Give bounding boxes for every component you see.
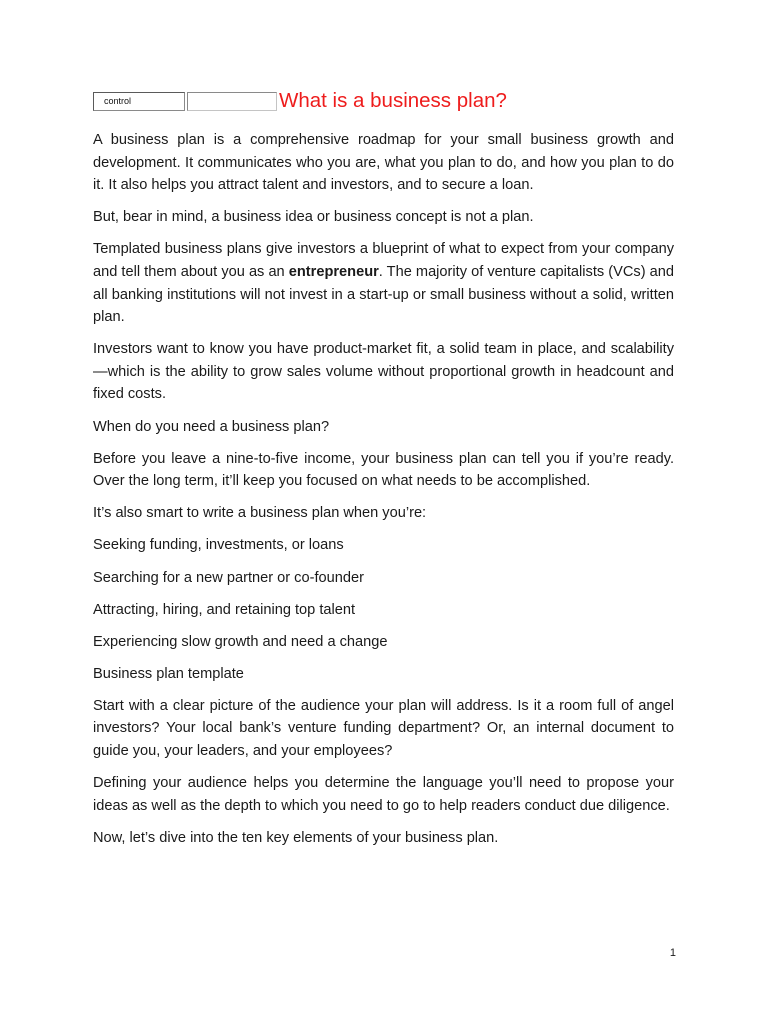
paragraph-text-before: Templated business plans give investors a blueprint of what to expect from your company and tell them about you as an — [93, 241, 674, 280]
section-heading-template: Business plan template — [93, 665, 244, 682]
paragraph-templated-plans — [93, 238, 674, 328]
paragraph-intro: A business plan is a comprehensive roadmap for your small business growth and development. It communicates who you are, what you plan to do, and how you plan to do it. It also helps you attract talent and investors, and to secure a loan. — [93, 132, 674, 194]
blank-field[interactable] — [187, 92, 277, 111]
paragraph-also-smart: It’s also smart to write a business plan when you’re: — [93, 505, 427, 522]
paragraph-dive-in: Now, let’s dive into the ten key elements of your business plan. — [93, 829, 499, 846]
paragraph-investors: Investors want to know you have product-market fit, a solid team in place, and scalability—which is the ability to grow sales volume without proportional growth in headcount and fixed costs. — [93, 341, 674, 403]
control-field[interactable]: control — [93, 92, 185, 111]
page-number: 1 — [669, 947, 676, 959]
list-item-funding: Seeking funding, investments, or loans — [93, 537, 344, 554]
paragraph-text-after: . The majority of venture capitalists (VCs) and all banking institutions will not invest in a start-up or small business without a solid, written plan. — [93, 263, 674, 326]
header-row — [93, 88, 507, 114]
body-text — [93, 129, 674, 859]
list-item-talent: Attracting, hiring, and retaining top talent — [93, 601, 356, 618]
list-item-slow-growth: Experiencing slow growth and need a change — [93, 633, 388, 650]
list-item-partner: Searching for a new partner or co-founder — [93, 569, 364, 586]
paragraph-defining-audience: Defining your audience helps you determine the language you’ll need to propose your ideas as well as the depth to which you need to go to help readers conduct due diligence. — [93, 775, 674, 814]
page-title: What is a business plan? — [279, 89, 507, 112]
paragraph-not-a-plan: But, bear in mind, a business idea or business concept is not a plan. — [93, 209, 534, 226]
bold-term-entrepreneur: entrepreneur — [288, 263, 379, 280]
section-heading-when: When do you need a business plan? — [93, 418, 330, 435]
paragraph-before-you-leave: Before you leave a nine-to-five income, your business plan can tell you if you’re ready. Over the long term, it’ll keep you focused on what needs to be accomplished. — [93, 450, 674, 490]
paragraph-audience: Start with a clear picture of the audience your plan will address. Is it a room full of angel investors? Your local bank’s venture funding department? Or, an internal document to guide you, your leaders, and your employees? — [93, 697, 674, 760]
